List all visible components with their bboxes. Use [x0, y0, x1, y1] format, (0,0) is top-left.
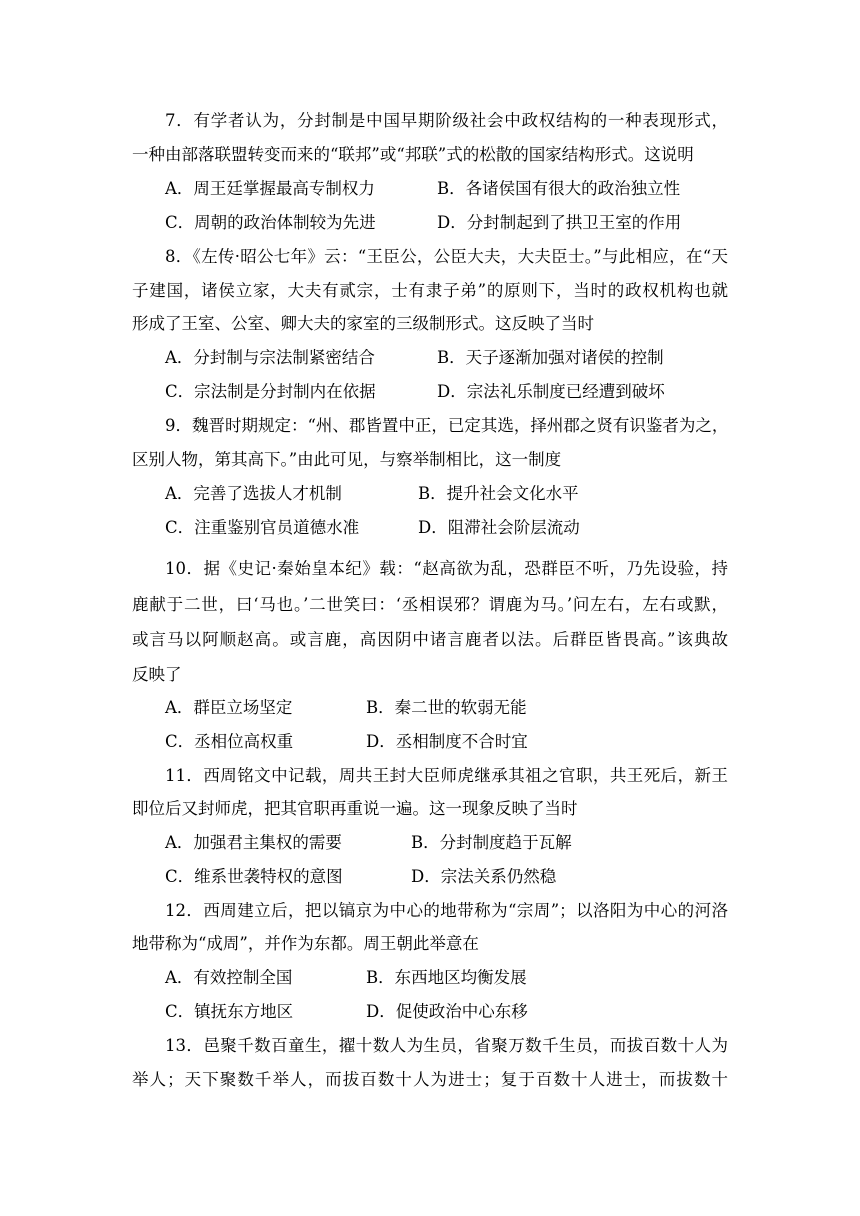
question-10-option-c: C．丞相位高权重 — [165, 732, 294, 751]
question-12-option-a: A．有效控制全国 — [165, 968, 293, 987]
question-11-option-b: B．分封制度趋于瓦解 — [411, 833, 572, 852]
question-8-option-d: D．宗法礼乐制度已经遭到破坏 — [437, 382, 665, 401]
question-9-option-b: B．提升社会文化水平 — [418, 484, 579, 503]
question-7-line-2: 一种由部落联盟转变而来的“联邦”或“邦联”式的松散的国家结构形式。这说明 — [132, 145, 694, 164]
question-11-line-2: 即位后又封师虎，把其官职再重说一遍。这一现象反映了当时 — [132, 799, 578, 818]
question-8-line-2: 子建国，诸侯立家，大夫有贰宗，士有隶子弟”的原则下，当时的政权机构也就 — [132, 281, 728, 300]
question-10-line-1: 10．据《史记·秦始皇本纪》载：“赵高欲为乱，恐群臣不听，乃先设验，持 — [165, 559, 728, 578]
question-12-option-c: C．镇抚东方地区 — [165, 1002, 294, 1021]
question-8-line-1: 8．《左传·昭公七年》云：“王臣公，公臣大夫，大夫臣士。”与此相应，在“天 — [165, 247, 728, 266]
question-9-line-1: 9．魏晋时期规定：“州、郡皆置中正，已定其选，择州郡之贤有识鉴者为之， — [165, 416, 728, 435]
question-8-option-a: A．分封制与宗法制紧密结合 — [165, 348, 375, 367]
question-7-option-d: D．分封制起到了拱卫王室的作用 — [437, 213, 682, 232]
question-11-option-a: A．加强君主集权的需要 — [165, 833, 342, 852]
question-7-option-a: A．周王廷掌握最高专制权力 — [165, 179, 375, 198]
question-11-option-d: D．宗法关系仍然稳 — [411, 867, 557, 886]
question-9-option-d: D．阻滞社会阶层流动 — [418, 518, 580, 537]
question-10-option-d: D．丞相制度不合时宜 — [366, 732, 528, 751]
question-8-option-c: C．宗法制是分封制内在依据 — [165, 382, 376, 401]
question-10-option-b: B．秦二世的软弱无能 — [366, 698, 527, 717]
question-10-line-3: 或言马以阿顺赵高。或言鹿，高因阴中诸言鹿者以法。后群臣皆畏高。”该典故 — [132, 630, 728, 649]
question-8-option-b: B．天子逐渐加强对诸侯的控制 — [437, 348, 664, 367]
question-10-line-4: 反映了 — [132, 665, 182, 684]
question-13-line-1: 13．邑聚千数百童生，擢十数人为生员，省聚万数千生员，而拔百数十人为 — [165, 1036, 728, 1055]
question-10-option-a: A．群臣立场坚定 — [165, 698, 293, 717]
question-12-line-2: 地带称为“成周”，并作为东都。周王朝此举意在 — [132, 934, 479, 953]
question-13-line-2: 举人；天下聚数千举人，而拔百数十人为进士；复于百数十人进士，而拔数十 — [132, 1070, 728, 1089]
question-8-line-3: 形成了王室、公室、卿大夫的家室的三级制形式。这反映了当时 — [132, 314, 594, 333]
question-9-option-c: C．注重鉴别官员道德水准 — [165, 518, 360, 537]
question-12-line-1: 12．西周建立后，把以镐京为中心的地带称为“宗周”；以洛阳为中心的河洛 — [165, 901, 728, 920]
question-12-option-b: B．东西地区均衡发展 — [366, 968, 527, 987]
question-11-line-1: 11．西周铭文中记载，周共王封大臣师虎继承其祖之官职，共王死后，新王 — [165, 766, 728, 785]
question-9-option-a: A．完善了选拔人才机制 — [165, 484, 342, 503]
question-7-line-1: 7．有学者认为，分封制是中国早期阶级社会中政权结构的一种表现形式， — [165, 111, 728, 130]
question-10-line-2: 鹿献于二世，曰‘马也。’二世笑曰：‘丞相误邪？谓鹿为马。’问左右，左右或默， — [132, 595, 728, 614]
question-9-line-2: 区别人物，第其高下。”由此可见，与察举制相比，这一制度 — [132, 450, 562, 469]
question-7-option-c: C．周朝的政治体制较为先进 — [165, 213, 376, 232]
question-12-option-d: D．促使政治中心东移 — [366, 1002, 528, 1021]
question-7-option-b: B．各诸侯国有很大的政治独立性 — [437, 179, 681, 198]
question-11-option-c: C．维系世袭特权的意图 — [165, 867, 343, 886]
